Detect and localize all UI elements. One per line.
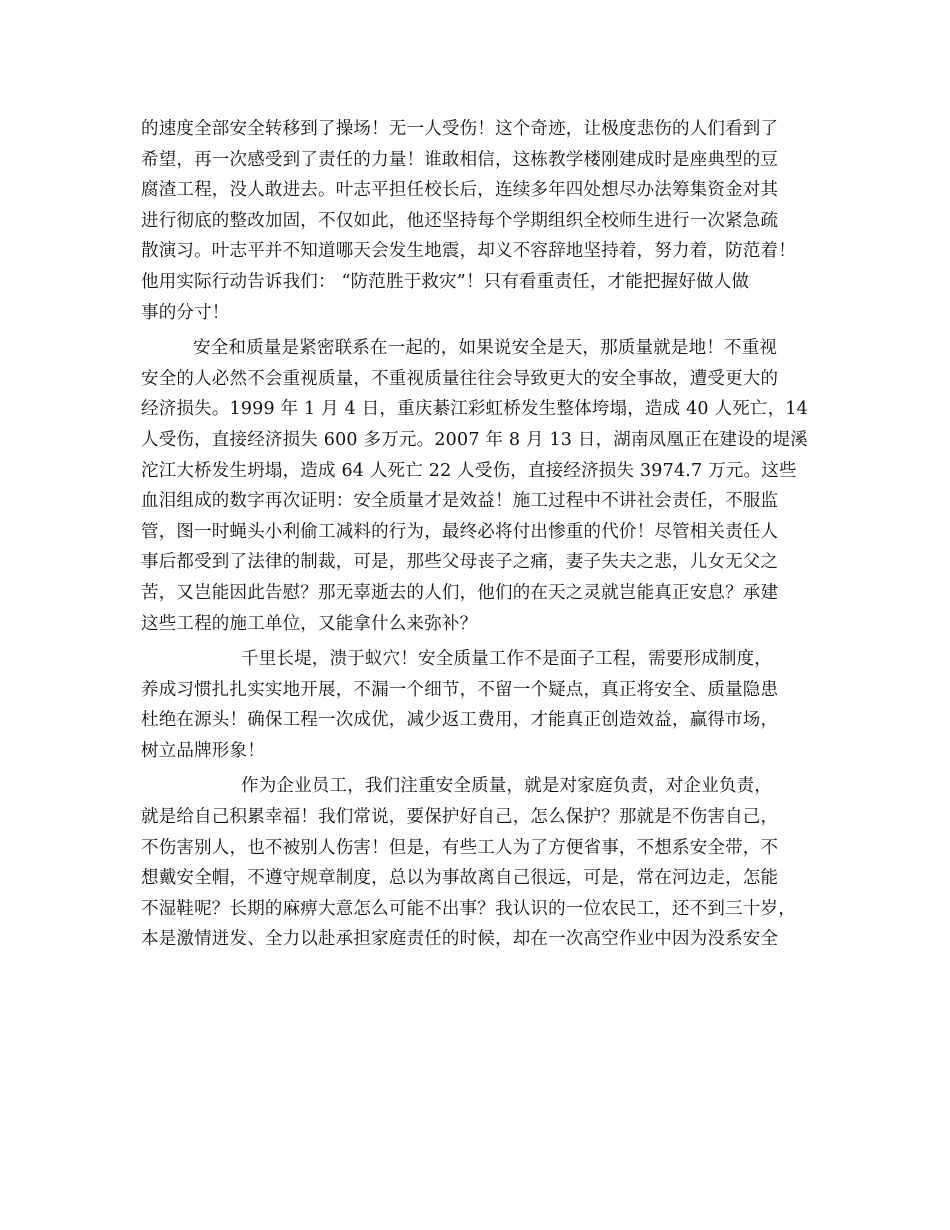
text-line: 管，图一时蝇头小利偷工减料的行为，最终必将付出惨重的代价！尽管相关责任人 [141, 521, 779, 542]
text-line: 养成习惯扎扎实实地开展，不漏一个细节，不留一个疑点，真正将安全、质量隐患 [141, 679, 779, 700]
text-line: 散演习。叶志平并不知道哪天会发生地震，却义不容辞地坚持着，努力着，防范着！ [141, 241, 796, 262]
text-line: 想戴安全帽，不遵守规章制度，总以为事故离自己很远，可是，常在河边走，怎能 [141, 868, 779, 889]
text-line: 腐渣工程，没人敢进去。叶志平担任校长后，连续多年四处想尽办法筹集资金对其 [141, 180, 779, 201]
paragraph-3 [141, 644, 821, 766]
document-body [141, 114, 821, 955]
paragraph-4 [141, 771, 821, 955]
text-line: 就是给自己积累幸福！我们常说，要保护好自己，怎么保护？那就是不伤害自己， [141, 807, 779, 828]
text-line: 杜绝在源头！确保工程一次成优，减少返工费用，才能真正创造效益，赢得市场， [141, 710, 779, 731]
text-line: 苦，又岂能因此告慰？那无辜逝去的人们，他们的在天之灵就岂能真正安息？承建 [141, 582, 779, 603]
text-line: 事的分寸！ [141, 302, 230, 323]
text-line: 本是激情迸发、全力以赴承担家庭责任的时候，却在一次高空作业中因为没系安全 [141, 929, 779, 950]
text-line: 他用实际行动告诉我们： “防范胜于救灾”！只有看重责任，才能把握好做人做 [141, 271, 750, 292]
text-line: 千里长堤，溃于蚁穴！安全质量工作不是面子工程，需要形成制度， [241, 649, 772, 670]
text-line: 沱江大桥发生坍塌，造成 64 人死亡 22 人受伤，直接经济损失 3974.7 万元。这些 [141, 460, 797, 481]
text-line: 进行彻底的整改加固，不仅如此，他还坚持每个学期组织全校师生进行一次紧急疏 [141, 210, 779, 231]
text-line: 作为企业员工，我们注重安全质量，就是对家庭负责，对企业负责， [241, 776, 772, 797]
text-line: 树立品牌形象！ [141, 740, 265, 761]
paragraph-2 [141, 333, 821, 639]
text-line: 希望，再一次感受到了责任的力量！谁敢相信，这栋教学楼刚建成时是座典型的豆 [141, 149, 779, 170]
text-line: 经济损失。1999 年 1 月 4 日，重庆綦江彩虹桥发生整体垮塌，造成 40 人死亡，14 [141, 399, 808, 420]
text-line: 事后都受到了法律的制裁，可是，那些父母丧子之痛，妻子失夫之悲，儿女无父之 [141, 552, 779, 573]
paragraph-1 [141, 114, 821, 328]
text-line: 人受伤，直接经济损失 600 多万元。2007 年 8 月 13 日，湖南凤凰正在建设的堤溪 [141, 429, 808, 450]
text-line: 安全和质量是紧密联系在一起的，如果说安全是天，那质量就是地！不重视 [193, 338, 778, 359]
text-line: 的速度全部安全转移到了操场！无一人受伤！这个奇迹，让极度悲伤的人们看到了 [141, 119, 779, 139]
text-line: 血泪组成的数字再次证明：安全质量才是效益！施工过程中不讲社会责任，不服监 [141, 491, 779, 512]
text-line: 安全的人必然不会重视质量，不重视质量往往会导致更大的安全事故，遭受更大的 [141, 368, 779, 389]
text-line: 不伤害别人，也不被别人伤害！但是，有些工人为了方便省事，不想系安全带，不 [141, 837, 779, 858]
text-line: 这些工程的施工单位，又能拿什么来弥补？ [141, 613, 478, 634]
text-line: 不湿鞋呢？长期的麻痹大意怎么可能不出事？我认识的一位农民工，还不到三十岁， [141, 898, 796, 919]
